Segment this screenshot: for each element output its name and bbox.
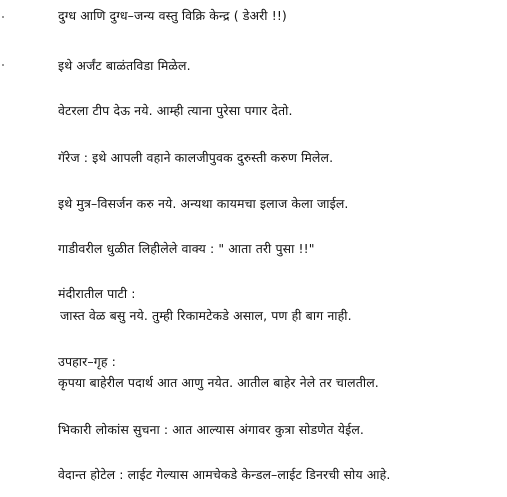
text-line-outside-food: कृपया बाहेरील पदार्थ आत आणु नयेत. आतील बाहेर नेले तर चालतील. <box>58 375 379 390</box>
text-line-temple-sign: मंदीरातील पाटी : <box>58 286 136 301</box>
scan-edge-mark <box>2 16 4 18</box>
text-line-garage: गॅरेज : इथे आपली वहाने कालजीपुवक दुरुस्ती करुण मिलेल. <box>58 150 334 165</box>
text-line-temple-content: जास्त वेळ बसु नये. तुम्ही रिकामटेकडे असाल, पण ही बाग नाही. <box>60 308 352 323</box>
text-line-dusty-car: गाडीवरील धुळीत लिहीलेले वाक्य : " आता तरी पुसा !!" <box>58 241 315 256</box>
heading-dairy-line: दुग्ध आणि दुग्ध–जन्य वस्तु विक्रि केन्द्र ( डेअरी !!) <box>58 8 287 23</box>
scan-edge-mark <box>2 64 4 66</box>
text-line-waiter-tip: वेटरला टीप देऊ नये. आम्ही त्याना पुरेसा पगार देतो. <box>58 103 293 118</box>
text-line-restaurant-sign: उपहार–गृह : <box>58 354 116 369</box>
text-line-vedant-hotel: वेदान्त होटेल : लाईट गेल्यास आमचेकडे केन्डल–लाईट डिनरची सोय आहे. <box>58 467 391 482</box>
text-line-no-urination: इथे मुत्र–विसर्जन करु नये. अन्यथा कायमचा इलाज केला जाईल. <box>58 196 349 211</box>
text-line-maternity: इथे अर्जंट बाळंतविडा मिळेल. <box>58 58 191 73</box>
text-line-beggars: भिकारी लोकांस सुचना : आत आल्यास अंगावर कुत्रा सोडणेत येईल. <box>58 422 364 437</box>
